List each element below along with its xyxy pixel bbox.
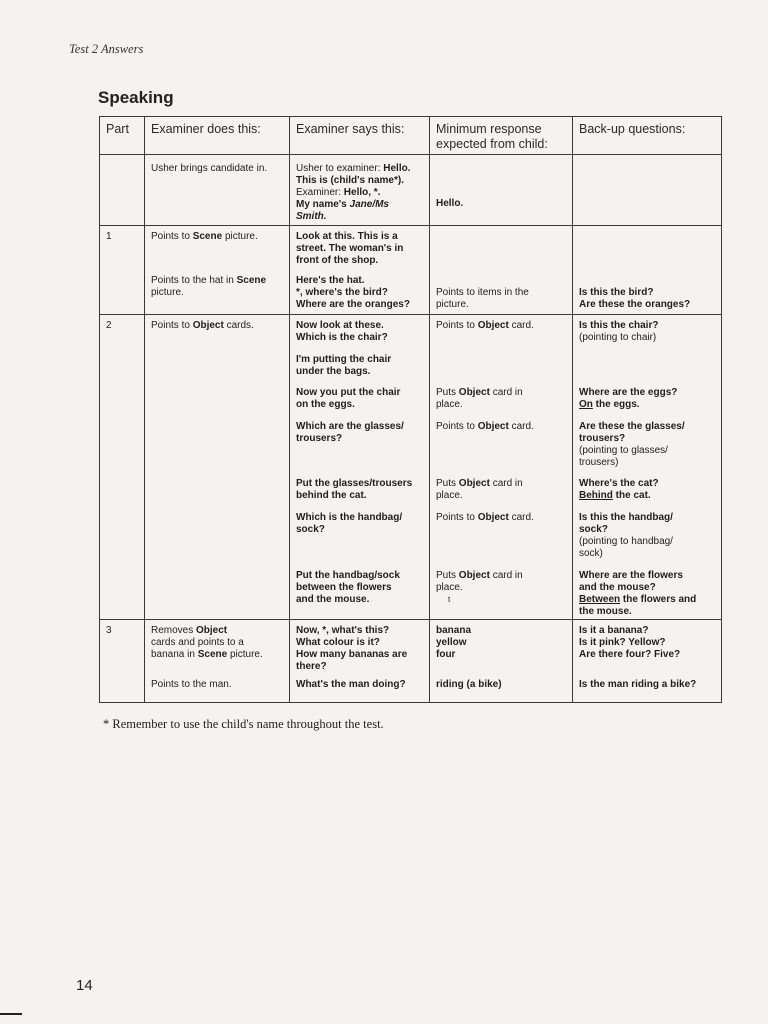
part-3-min-1: banana yellow four bbox=[436, 625, 472, 660]
part-3-number: 3 bbox=[106, 625, 112, 636]
part-2-says-5: Put the glasses/trousers behind the cat. bbox=[296, 478, 413, 501]
part-2-says-6: Which is the handbag/ sock? bbox=[296, 512, 403, 535]
part-2-does-cell bbox=[145, 315, 290, 620]
corner-rule bbox=[0, 1013, 22, 1015]
header-examiner-does: Examiner does this: bbox=[145, 117, 290, 155]
part-2-min-3: Puts Object card in place. bbox=[436, 387, 523, 410]
footnote: * Remember to use the child's name throughout the test. bbox=[103, 717, 384, 731]
part-2-min-cell bbox=[430, 315, 573, 620]
part-3-back-cell bbox=[573, 620, 722, 703]
part-2-says-4: Which are the glasses/ trousers? bbox=[296, 421, 404, 444]
part-1-does-1: Points to Scene picture. bbox=[151, 231, 258, 242]
part-3-min-cell bbox=[430, 620, 573, 703]
part-1-does-cell bbox=[145, 226, 290, 315]
table-row-intro bbox=[100, 155, 722, 226]
part-2-says-7: Put the handbag/sock between the flowers and the mouse. bbox=[296, 570, 400, 605]
part-2-back-4: Are these the glasses/ trousers? (pointing to glasses/ trousers) bbox=[579, 421, 685, 468]
page-number: 14 bbox=[76, 977, 93, 994]
part-2-back-1: Is this the chair? (pointing to chair) bbox=[579, 320, 659, 343]
part-3-num-cell bbox=[100, 620, 145, 703]
part-2-min-1: Points to Object card. bbox=[436, 320, 534, 331]
part-3-min-2: riding (a bike) bbox=[436, 679, 502, 690]
intro-part-cell bbox=[100, 155, 145, 226]
part-2-min-4: Points to Object card. bbox=[436, 421, 534, 432]
intro-says-4b: Jane/Ms bbox=[349, 199, 389, 210]
part-2-says-1: Now look at these. Which is the chair? bbox=[296, 320, 388, 343]
intro-min-cell bbox=[430, 155, 573, 226]
table-header-row bbox=[100, 117, 722, 155]
part-1-does-2: Points to the hat in Scene picture. bbox=[151, 275, 267, 298]
part-3-does-cell bbox=[145, 620, 290, 703]
part-2-min-5: Puts Object card in place. bbox=[436, 478, 523, 501]
part-2-does-text: Points to Object cards. bbox=[151, 320, 254, 331]
part-1-says-block-1: Look at this. This is a street. The woman's in front of the shop. bbox=[296, 231, 404, 266]
part-2-min-6: Points to Object card. bbox=[436, 512, 534, 523]
speaking-table bbox=[99, 116, 721, 703]
part-3-does-2: Points to the man. bbox=[151, 679, 232, 690]
intro-says-text bbox=[296, 163, 425, 223]
part-3-says-cell bbox=[290, 620, 430, 703]
header-backup-questions: Back-up questions: bbox=[573, 117, 722, 155]
part-1-back-cell bbox=[573, 226, 722, 315]
intro-says-5: Smith. bbox=[296, 211, 327, 222]
part-1-says-cell bbox=[290, 226, 430, 315]
part-1-back-text: Is this the bird? Are these the oranges? bbox=[579, 287, 691, 310]
table-row-part-2 bbox=[100, 315, 722, 620]
intro-says-3: Examiner: bbox=[296, 187, 344, 198]
part-3-does-1: Removes Object cards and points to a banana in Scene picture. bbox=[151, 625, 263, 660]
intro-says-2: This is (child's name*). bbox=[296, 175, 404, 186]
part-2-number: 2 bbox=[106, 320, 112, 331]
intro-back-cell bbox=[573, 155, 722, 226]
intro-does-text: Usher brings candidate in. bbox=[151, 163, 268, 174]
header-part: Part bbox=[100, 117, 145, 155]
part-2-says-2: I'm putting the chair under the bags. bbox=[296, 354, 392, 377]
intro-says-3b: Hello, *. bbox=[343, 187, 381, 198]
part-2-back-3: Where are the eggs? On the eggs. bbox=[579, 387, 678, 410]
header-examiner-says: Examiner says this: bbox=[290, 117, 430, 155]
intro-says-1: Usher to examiner: bbox=[296, 163, 384, 174]
part-3-back-2: Is the man riding a bike? bbox=[579, 679, 697, 690]
part-2-back-6: Is this the handbag/ sock? (pointing to handbag/ sock) bbox=[579, 512, 673, 559]
intro-min-text: Hello. bbox=[436, 198, 464, 209]
section-title: Speaking bbox=[98, 88, 174, 107]
part-2-says-3: Now you put the chair on the eggs. bbox=[296, 387, 401, 410]
part-2-min-7: Puts Object card in place. t bbox=[436, 570, 523, 604]
part-3-back-1: Is it a banana? Is it pink? Yellow? Are there four? Five? bbox=[579, 625, 681, 660]
part-2-back-7: Where are the flowers and the mouse? Between the flowers and the mouse. bbox=[579, 570, 697, 617]
intro-does-cell bbox=[145, 155, 290, 226]
part-2-back-cell bbox=[573, 315, 722, 620]
part-1-min-text: Points to items in the picture. bbox=[436, 287, 529, 310]
part-1-min-cell bbox=[430, 226, 573, 315]
intro-says-1b: Hello. bbox=[383, 163, 411, 174]
part-3-says-1: Now, *, what's this? What colour is it? How many bananas are there? bbox=[296, 625, 408, 672]
part-1-num-cell bbox=[100, 226, 145, 315]
table-row-part-3 bbox=[100, 620, 722, 703]
part-1-says-block-2: Here's the hat. *, where's the bird? Where are the oranges? bbox=[296, 275, 410, 310]
intro-says-4: My name's bbox=[296, 199, 350, 210]
part-2-num-cell bbox=[100, 315, 145, 620]
table-row-part-1 bbox=[100, 226, 722, 315]
header-minimum-response: Minimum response expected from child: bbox=[430, 117, 573, 155]
part-2-says-cell bbox=[290, 315, 430, 620]
part-1-number: 1 bbox=[106, 231, 112, 242]
running-head: Test 2 Answers bbox=[69, 42, 144, 56]
intro-says-cell bbox=[290, 155, 430, 226]
part-2-back-5: Where's the cat? Behind the cat. bbox=[579, 478, 659, 501]
part-3-says-2: What's the man doing? bbox=[296, 679, 406, 690]
